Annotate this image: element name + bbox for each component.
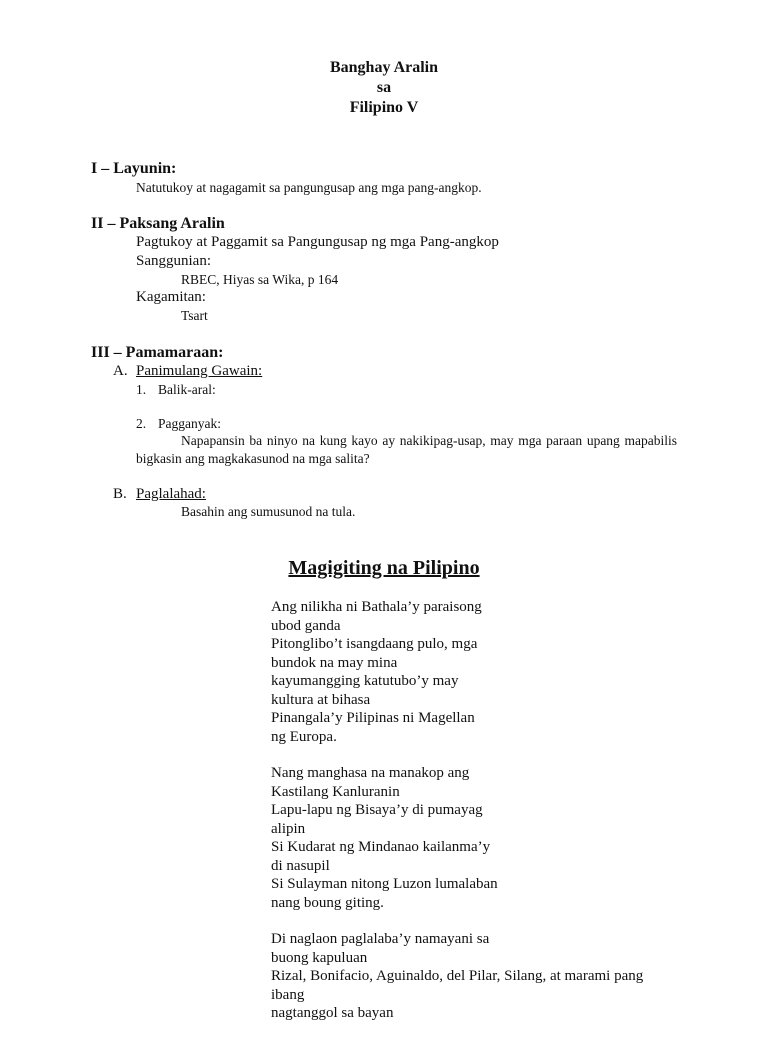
- poem-line: alipin: [271, 820, 306, 837]
- poem-line: Pitonglibo’t isangdaang pulo, mga: [271, 636, 478, 652]
- list-item-2-marker: 2.: [136, 416, 147, 431]
- pagganyak-paragraph: Napapansin ba ninyo na kung kayo ay nakikipag-usap, may mga paraan upang mapabilis bigkasin ang magkakasunod na mga salita?: [136, 433, 677, 466]
- poem-line: ng Europa.: [271, 728, 337, 745]
- poem-line: buong kapuluan: [271, 949, 368, 966]
- poem-stanza-2: [271, 764, 643, 912]
- section-pamamaraan-heading: III – Pamamaraan:: [91, 344, 224, 361]
- poem-line: ubod ganda: [271, 617, 341, 634]
- layunin-text: Natutukoy at nagagamit sa pangungusap ang mga pang-angkop.: [136, 180, 482, 195]
- poem-line: Pinangala’y Pilipinas ni Magellan: [271, 710, 475, 726]
- poem-line: ibang: [271, 986, 305, 1003]
- subsection-b-marker: B.: [113, 486, 127, 502]
- sanggunian-label: Sanggunian:: [136, 253, 211, 269]
- poem-line: Si Kudarat ng Mindanao kailanma’y: [271, 839, 491, 855]
- poem-line: Lapu-lapu ng Bisaya’y di pumayag: [271, 802, 483, 818]
- list-item-balik-aral: Balik-aral:: [158, 382, 216, 397]
- poem-title: Magigiting na Pilipino: [288, 557, 480, 579]
- document-title-line3: Filipino V: [349, 99, 419, 116]
- poem-line: Ang nilikha ni Bathala’y paraisong: [271, 599, 482, 615]
- document-title-line1: Banghay Aralin: [329, 59, 439, 76]
- poem-line: Kastilang Kanluranin: [271, 783, 400, 800]
- list-item-1-marker: 1.: [136, 382, 147, 397]
- poem-line: Si Sulayman nitong Luzon lumalaban: [271, 876, 498, 892]
- paglalahad-instruction: Basahin ang sumusunod na tula.: [181, 504, 356, 519]
- document-title-line2: sa: [376, 79, 392, 96]
- subsection-a-marker: A.: [113, 363, 128, 379]
- paksa-topic: Pagtukoy at Paggamit sa Pangungusap ng mga Pang-angkop: [136, 234, 499, 250]
- poem-line: nang boung giting.: [271, 894, 384, 911]
- poem-line: kultura at bihasa: [271, 691, 371, 708]
- subsection-a-label: Panimulang Gawain:: [136, 363, 263, 379]
- poem-stanza-3: [271, 930, 643, 1023]
- poem-line: Rizal, Bonifacio, Aguinaldo, del Pilar, Silang, at marami pang: [271, 968, 644, 984]
- poem-stanza-1: [271, 598, 643, 746]
- poem-line: Nang manghasa na manakop ang: [271, 765, 470, 781]
- list-item-pagganyak: Pagganyak:: [158, 416, 221, 431]
- poem-body: [271, 598, 643, 1041]
- sanggunian-value: RBEC, Hiyas sa Wika, p 164: [181, 272, 339, 287]
- poem-line: nagtanggol sa bayan: [271, 1005, 394, 1021]
- kagamitan-value: Tsart: [181, 308, 208, 323]
- kagamitan-label: Kagamitan:: [136, 289, 206, 305]
- poem-line: bundok na may mina: [271, 654, 398, 671]
- poem-line: di nasupil: [271, 857, 330, 874]
- section-paksa-heading: II – Paksang Aralin: [91, 215, 225, 232]
- poem-line: kayumangging katutubo’y may: [271, 673, 459, 689]
- subsection-b-label: Paglalahad:: [136, 486, 206, 502]
- section-layunin-heading: I – Layunin:: [91, 160, 177, 177]
- poem-line: Di naglaon paglalaba’y namayani sa: [271, 931, 490, 947]
